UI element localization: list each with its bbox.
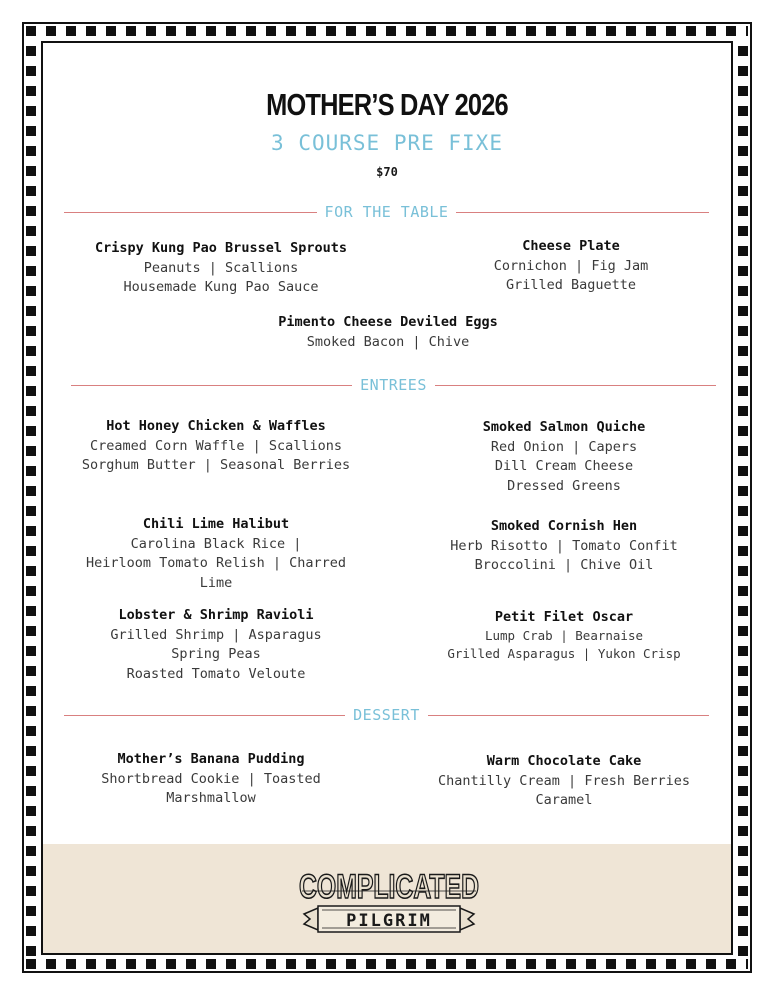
section-label: ENTREES <box>360 376 427 394</box>
menu-item-name: Smoked Cornish Hen <box>490 518 638 534</box>
menu-item-name: Cheese Plate <box>522 238 620 254</box>
menu-item <box>423 752 705 811</box>
menu-item-description: Shortbread Cookie | Toasted <box>101 770 321 787</box>
menu-item <box>71 239 371 298</box>
menu-title: MOTHER’S DAY 2026 <box>266 87 508 122</box>
section-divider <box>456 212 709 213</box>
menu-item <box>423 237 719 296</box>
section-divider <box>64 715 345 716</box>
menu-item-description: Dill Cream Cheese <box>494 458 634 475</box>
section-header-for-the-table <box>64 202 709 222</box>
menu-price: $70 <box>376 165 398 179</box>
menu-item <box>423 608 705 664</box>
menu-item-description: Sorghum Butter | Seasonal Berries <box>81 457 351 474</box>
menu-item-description: Grilled Shrimp | Asparagus <box>110 626 322 643</box>
menu-item <box>71 606 361 684</box>
menu-item-description: Grilled Baguette <box>505 277 637 294</box>
menu-item <box>423 517 705 576</box>
menu-item-name: Lobster & Shrimp Ravioli <box>118 607 314 623</box>
menu-item-name: Hot Honey Chicken & Waffles <box>106 418 326 434</box>
section-label: DESSERT <box>353 706 420 724</box>
menu-item-description: Red Onion | Capers <box>490 438 638 455</box>
menu-item-description: Herb Risotto | Tomato Confit <box>450 537 678 554</box>
menu-item <box>71 750 351 809</box>
complicated-pilgrim-logo <box>296 864 482 938</box>
menu-item <box>71 417 361 476</box>
menu-item-description: Housemade Kung Pao Sauce <box>123 279 319 296</box>
menu-item-description: Creamed Corn Waffle | Scallions <box>90 437 342 454</box>
menu-item-description: Broccolini | Chive Oil <box>474 557 654 574</box>
menu-item-name: Chili Lime Halibut <box>142 516 290 532</box>
menu-item-name: Pimento Cheese Deviled Eggs <box>278 314 498 330</box>
section-header-entrees <box>71 375 716 395</box>
menu-item-description: Spring Peas <box>171 646 261 663</box>
menu-item-name: Warm Chocolate Cake <box>486 753 642 769</box>
menu-item-description: Roasted Tomato Veloute <box>126 665 306 682</box>
section-divider <box>64 212 317 213</box>
footer-band <box>43 844 731 953</box>
menu-item-description: Cornichon | Fig Jam <box>493 257 649 274</box>
menu-item-description: Heirloom Tomato Relish | Charred <box>85 555 347 572</box>
menu-item-description: Dressed Greens <box>507 477 621 494</box>
menu-panel <box>41 41 733 955</box>
section-divider <box>435 385 716 386</box>
menu-item-name: Smoked Salmon Quiche <box>482 419 646 435</box>
section-divider <box>71 385 352 386</box>
menu-item-description: Lime <box>199 574 233 591</box>
section-header-dessert <box>64 705 709 725</box>
menu-item-description: Carolina Black Rice | <box>130 535 302 552</box>
menu-item-description: Grilled Asparagus | Yukon Crisp <box>447 646 681 662</box>
menu-item-name: Petit Filet Oscar <box>494 609 634 625</box>
menu-item <box>71 515 361 593</box>
menu-item-description: Marshmallow <box>166 790 256 807</box>
menu-item-description: Lump Crab | Bearnaise <box>484 627 644 643</box>
menu-item <box>223 313 553 352</box>
menu-item-description: Peanuts | Scallions <box>143 259 299 276</box>
menu-item <box>423 418 705 496</box>
logo-wordmark-bottom: PILGRIM <box>346 911 432 931</box>
menu-item-description: Chantilly Cream | Fresh Berries <box>438 772 690 789</box>
logo-wordmark-top: COMPLICATED <box>299 868 479 906</box>
menu-item-description: Caramel <box>535 792 593 809</box>
menu-subtitle: 3 COURSE PRE FIXE <box>271 131 503 155</box>
section-divider <box>428 715 709 716</box>
menu-item-description: Smoked Bacon | Chive <box>306 333 470 350</box>
section-label: FOR THE TABLE <box>324 203 449 221</box>
menu-item-name: Crispy Kung Pao Brussel Sprouts <box>95 240 347 256</box>
menu-item-name: Mother’s Banana Pudding <box>117 751 305 767</box>
